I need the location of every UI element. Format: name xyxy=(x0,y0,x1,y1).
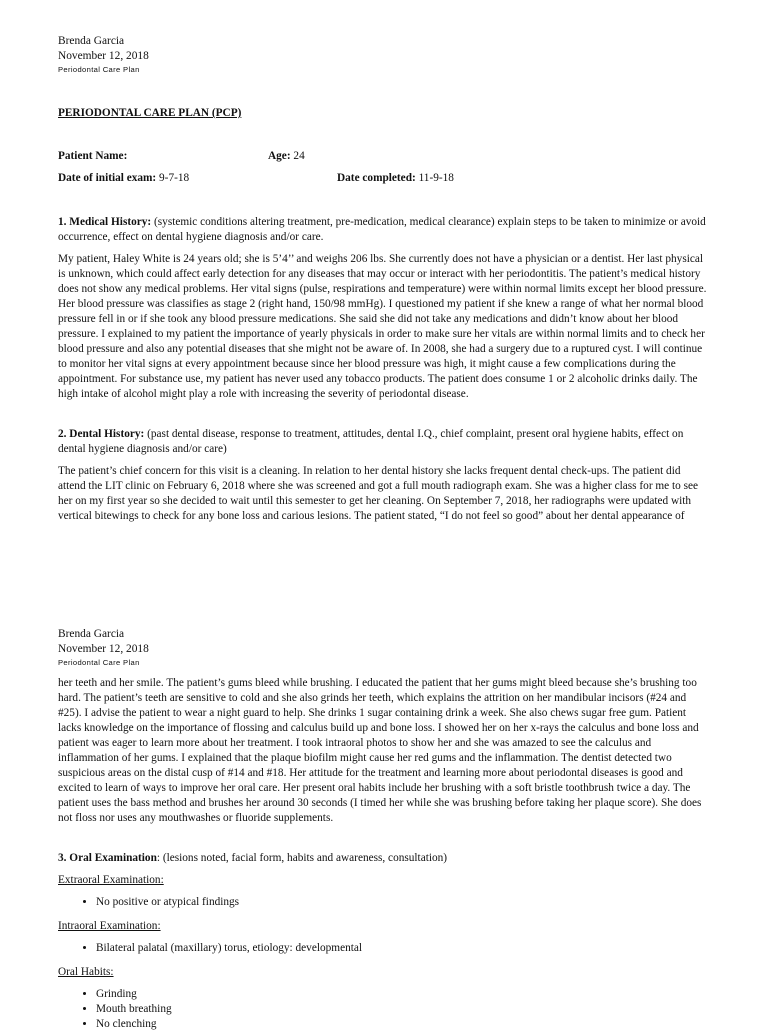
oral-habits-label: Oral Habits: xyxy=(58,966,114,978)
patient-name-label: Patient Name: xyxy=(58,150,128,162)
oral-exam-heading: 3. Oral Examination xyxy=(58,852,157,864)
list-item: • Mouth breathing xyxy=(96,1002,710,1017)
medical-history-body: My patient, Haley White is 24 years old; she is 5’4’’ and weighs 206 lbs. She currently does not have a physician or a dentist. Her last physical is unknown, which could affect early detection for any diseases that may occur or interact with her periodontitis. The patient’s medical history does not show any medical problems. Her vital signs (pulse, respirations and temperature) were within normal limits except her blood pressure. Her blood pressure was classifies as stage 2 (right hand, 150/98 mmHg). I questioned my patient if she knew a range of what her normal blood pressure fell in or if she took any blood pressure medications. She said she did not take any medications and didn’t know about her blood pressure. I explained to my patient the importance of yearly physicals in order to make sure her vitals are within normal limits and to check her blood pressure and also any potential diseases that she might not be aware of. In 2008, she had a surgery due to a ruptured cyst. I will continue to monitor her vital signs at every appointment because since her blood pressure was high, it might cause a few complications during the appointment. For substance use, my patient has never used any tobacco products. The patient does consume 1 or 2 alcoholic drinks daily. The high intake of alcohol might play a role with increasing the severity of periodontal disease. xyxy=(58,253,707,400)
header-subtitle: Periodontal Care Plan xyxy=(58,65,140,74)
dental-history-body-page1: The patient’s chief concern for this visit is a cleaning. In relation to her dental history she lacks frequent dental check-ups. The patient did attend the LIT clinic on February 6, 2018 where she was screened and got a full mouth radiograph exam. She was a higher class for me to see her on my first year so she decided to wait until this semester to get her cleaning. On September 7, 2018, her radiographs were updated with vertical bitewings to check for any bone loss and carious lesions. The patient stated, “I do not feel so good” about her dental appearance of xyxy=(58,465,699,522)
document-title: PERIODONTAL CARE PLAN (PCP) xyxy=(58,107,242,119)
medical-history-section xyxy=(58,215,710,402)
extraoral-list xyxy=(58,895,710,910)
age-field xyxy=(268,149,305,164)
page2-header xyxy=(58,627,710,668)
intraoral-label: Intraoral Examination: xyxy=(58,920,161,932)
initial-exam-field xyxy=(58,171,189,186)
extraoral-label: Extraoral Examination: xyxy=(58,874,164,886)
author-name: Brenda Garcia xyxy=(58,35,125,47)
list-item: • Grinding xyxy=(96,987,710,1002)
initial-exam-value: 9-7-18 xyxy=(159,172,190,184)
header-subtitle-page2: Periodontal Care Plan xyxy=(58,658,140,667)
dental-history-prompt: 2. Dental History: (past dental disease, response to treatment, attitudes, dental I.Q., chief complaint, present oral hygiene habits, effect on dental hygiene diagnosis and/or care) xyxy=(58,428,684,455)
intraoral-list xyxy=(58,941,710,956)
header-date-page2: November 12, 2018 xyxy=(58,643,149,655)
completed-value: 11-9-18 xyxy=(418,172,454,184)
dental-history-section xyxy=(58,427,710,524)
initial-exam-label: Date of initial exam: xyxy=(58,172,157,184)
oral-exam-section xyxy=(58,851,710,1032)
dental-history-body-page2: her teeth and her smile. The patient’s gums bleed while brushing. I educated the patient that her gums might bleed because she’s brushing too hard. The patient’s teeth are sensitive to cold and she also grinds her teeth, which explains the attrition on her mandibular incisors (#24 and #25). I advise the patient to wear a night guard to help. She drinks 1 sugar containing drink a week. She also chews sugar free gum. Patient lacks knowledge on the importance of flossing and calculus build up and bone loss. I showed her on her x-rays the calculus and bone loss and patient was eager to learn more about her treatment. I took intraoral photos to show her and she was amazed to see the calculus and inflammation of her gums. I explained that the plaque biofilm might cause her red gums and the inflammation. The dentist detected two suspicious areas on the distal cusp of #14 and #18. Her attitude for the treatment and learning more about periodontal diseases is good and excited to learn of ways to improve her oral care. Her present oral habits include her brushing with a soft bristle toothbrush twice a day. The patient uses the bass method and brushes her around 30 seconds (I timed her while she was brushing before taking her plaque score). She does not floss nor uses any mouthwashes or fluoride supplements. xyxy=(58,677,702,824)
oral-habits-list xyxy=(58,987,710,1032)
list-item: • No clenching xyxy=(96,1017,710,1032)
list-item: • Bilateral palatal (maxillary) torus, etiology: developmental xyxy=(96,941,710,956)
author-name-page2: Brenda Garcia xyxy=(58,628,125,640)
age-value: 24 xyxy=(293,150,305,162)
medical-history-heading: 1. Medical History: xyxy=(58,216,152,228)
list-item: • No positive or atypical findings xyxy=(96,895,710,910)
completed-label: Date completed: xyxy=(337,172,416,184)
oral-exam-prompt: 3. Oral Examination: (lesions noted, facial form, habits and awareness, consultation) xyxy=(58,852,448,864)
medical-history-prompt: 1. Medical History: (systemic conditions altering treatment, pre-medication, medical clearance) explain steps to be taken to minimize or avoid occurrence, effect on dental hygiene diagnosis and/or care. xyxy=(58,216,706,243)
completed-field xyxy=(337,171,454,186)
page1-header xyxy=(58,34,710,75)
age-label: Age: xyxy=(268,150,291,162)
header-date: November 12, 2018 xyxy=(58,50,149,62)
dental-history-heading: 2. Dental History: xyxy=(58,428,145,440)
